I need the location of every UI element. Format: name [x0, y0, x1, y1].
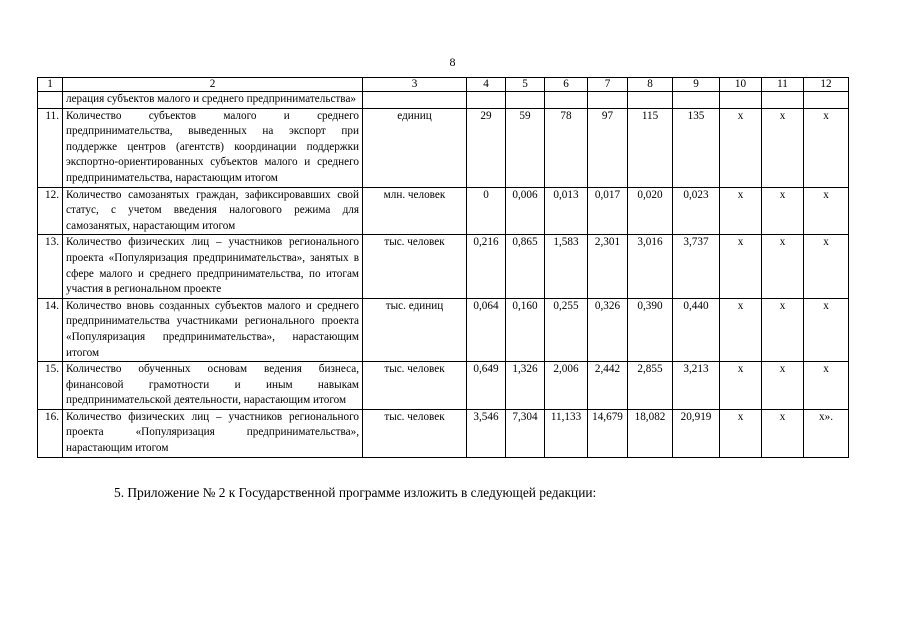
column-header: 4	[467, 78, 506, 92]
row-value: 1,583	[545, 235, 588, 298]
row-number: 14.	[38, 298, 63, 361]
column-header: 10	[720, 78, 762, 92]
row-value: х	[762, 108, 804, 187]
row-value: 20,919	[673, 409, 720, 457]
column-header: 12	[804, 78, 849, 92]
column-header: 1	[38, 78, 63, 92]
row-value: х	[720, 298, 762, 361]
column-header: 6	[545, 78, 588, 92]
row-value: 2,006	[545, 362, 588, 410]
row-value: 0,440	[673, 298, 720, 361]
row-value: 0,390	[628, 298, 673, 361]
row-value: 0,160	[506, 298, 545, 361]
row-value: 1,326	[506, 362, 545, 410]
row-value: 115	[628, 108, 673, 187]
column-header: 11	[762, 78, 804, 92]
row-unit: тыс. человек	[363, 362, 467, 410]
row-description: Количество самозанятых граждан, зафиксировавших свой статус, с учетом введения налогового режима для самозанятых, нарастающим итогом	[63, 187, 363, 235]
row-value: 3,546	[467, 409, 506, 457]
row-value: х	[804, 298, 849, 361]
row-value: 0,255	[545, 298, 588, 361]
row-value: х	[762, 409, 804, 457]
row-value: х	[804, 187, 849, 235]
column-header: 5	[506, 78, 545, 92]
column-header-row	[38, 78, 849, 92]
row-value: 0,023	[673, 187, 720, 235]
column-header: 8	[628, 78, 673, 92]
row-number: 15.	[38, 362, 63, 410]
table-row	[38, 108, 849, 187]
row-value: 3,213	[673, 362, 720, 410]
row-value: 29	[467, 108, 506, 187]
row-value: 97	[588, 108, 628, 187]
table-row	[38, 235, 849, 298]
row-value: 0,216	[467, 235, 506, 298]
table-row	[38, 298, 849, 361]
row-value: 2,301	[588, 235, 628, 298]
page-number: 8	[449, 55, 456, 69]
row-description: лерация субъектов малого и среднего предпринимательства»	[63, 92, 363, 109]
row-description: Количество физических лиц – участников регионального проекта «Популяризация предпринимательства», нарастающим итогом	[63, 409, 363, 457]
row-value: 0	[467, 187, 506, 235]
row-number: 16.	[38, 409, 63, 457]
row-value: 0,326	[588, 298, 628, 361]
row-value: х	[720, 187, 762, 235]
table-row	[38, 362, 849, 410]
row-number	[38, 92, 63, 109]
row-value: 59	[506, 108, 545, 187]
row-unit: единиц	[363, 108, 467, 187]
row-value: х	[720, 409, 762, 457]
row-description: Количество вновь созданных субъектов малого и среднего предпринимательства участниками регионального проекта «Популяризация предпринимательства», нарастающим итогом	[63, 298, 363, 361]
row-number: 13.	[38, 235, 63, 298]
row-value: х	[762, 235, 804, 298]
row-value: 18,082	[628, 409, 673, 457]
row-unit: тыс. человек	[363, 235, 467, 298]
row-description: Количество физических лиц – участников регионального проекта «Популяризация предпринимательства», занятых в сфере малого и среднего предпринимательства, по итогам участия в региональном проекте	[63, 235, 363, 298]
row-value: 0,006	[506, 187, 545, 235]
row-value: х».	[804, 409, 849, 457]
row-unit: тыс. единиц	[363, 298, 467, 361]
row-value: 2,855	[628, 362, 673, 410]
row-value: х	[804, 362, 849, 410]
column-header: 3	[363, 78, 467, 92]
row-value: 0,017	[588, 187, 628, 235]
column-header: 2	[63, 78, 363, 92]
row-value: х	[804, 235, 849, 298]
row-description: Количество обученных основам ведения бизнеса, финансовой грамотности и иным навыкам предпринимательской деятельности, нарастающим итогом	[63, 362, 363, 410]
row-value: 0,020	[628, 187, 673, 235]
row-value: х	[762, 298, 804, 361]
row-unit: тыс. человек	[363, 409, 467, 457]
row-number: 11.	[38, 108, 63, 187]
row-value: 7,304	[506, 409, 545, 457]
row-value: 3,016	[628, 235, 673, 298]
row-number: 12.	[38, 187, 63, 235]
row-value: 0,064	[467, 298, 506, 361]
row-value: 2,442	[588, 362, 628, 410]
row-value: 3,737	[673, 235, 720, 298]
column-header: 9	[673, 78, 720, 92]
table-row-continuation	[38, 92, 849, 109]
row-value: 78	[545, 108, 588, 187]
row-value: 0,013	[545, 187, 588, 235]
row-value: х	[762, 362, 804, 410]
row-value: 0,649	[467, 362, 506, 410]
indicators-table	[37, 77, 849, 458]
row-value: х	[762, 187, 804, 235]
row-value: 14,679	[588, 409, 628, 457]
row-unit: млн. человек	[363, 187, 467, 235]
row-value: х	[720, 108, 762, 187]
table-row	[38, 409, 849, 457]
table-row	[38, 187, 849, 235]
row-value: 11,133	[545, 409, 588, 457]
row-value: х	[720, 362, 762, 410]
row-value: х	[804, 108, 849, 187]
row-description: Количество субъектов малого и среднего предпринимательства, выведенных на экспорт при поддержке центров (агентств) координации поддержки экспортно-ориентированных субъектов малого и среднего предпринимательства, нарастающим итогом	[63, 108, 363, 187]
row-value: 135	[673, 108, 720, 187]
instruction-text: 5. Приложение № 2 к Государственной программе изложить в следующей редакции:	[114, 485, 597, 500]
row-value: х	[720, 235, 762, 298]
column-header: 7	[588, 78, 628, 92]
row-value: 0,865	[506, 235, 545, 298]
